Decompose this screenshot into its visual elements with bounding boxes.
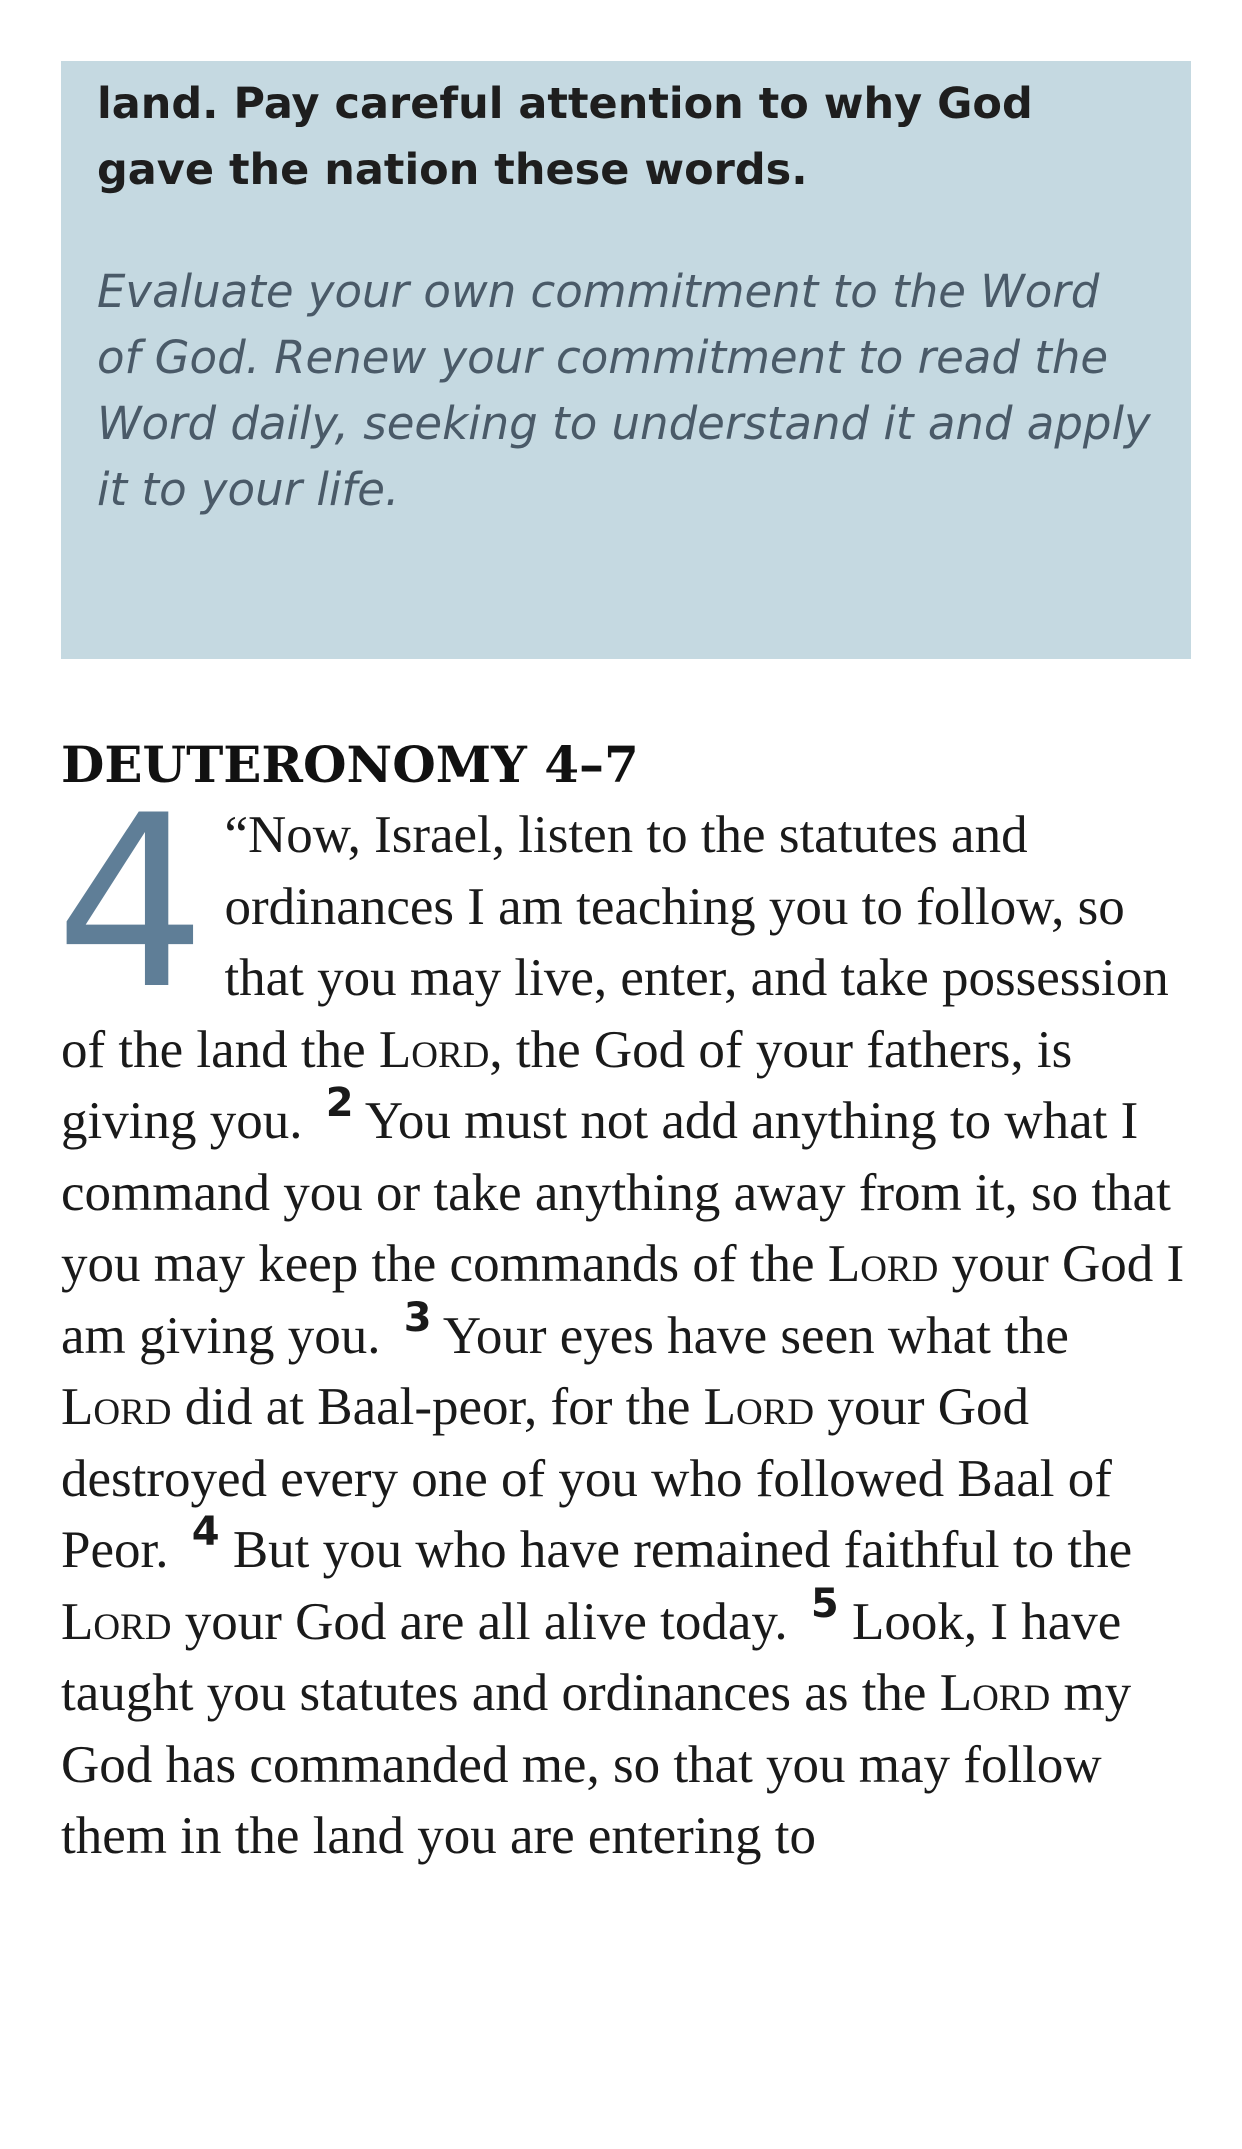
verse-1-text: “Now, Israel, listen to the statutes and ordinances I am teaching you to follow, so that you may live, enter, and take possession of the land the bbox=[61, 806, 1169, 1079]
lord-small-caps: Lord bbox=[61, 1592, 172, 1651]
verse-2-text-end: your God I am giving you. bbox=[61, 1235, 1185, 1365]
callout-reflection-text: Evaluate your own commitment to the Word of God. Renew your commitment to read the Word daily, seeking to understand it and apply it to your life. bbox=[97, 265, 1151, 516]
verse-5-text-end: my God has commanded me, so that you may follow them in the land you are entering to bbox=[61, 1664, 1132, 1865]
verse-4-text-end: your God are all alive today. bbox=[171, 1592, 788, 1651]
lord-small-caps: Lord bbox=[939, 1664, 1051, 1722]
verse-2-text: You must not add anything to what I command you or take anything away from it, so that you may keep the commands of the bbox=[61, 1092, 1171, 1293]
verse-3-text-mid: did at Baal-peor, for the bbox=[171, 1378, 704, 1436]
verse-5-text: Look, I have taught you statutes and ordinances as the bbox=[61, 1592, 1122, 1722]
verse-3-text-end: your God destroyed every one of you who followed Baal of Peor. bbox=[61, 1378, 1112, 1579]
scripture-reading bbox=[55, 730, 1191, 1873]
reading-heading: DEUTERONOMY 4–7 bbox=[61, 735, 639, 794]
verse-number-5: 5 bbox=[810, 1580, 839, 1627]
lord-small-caps: Lord bbox=[378, 1020, 490, 1079]
chapter-drop-cap: 4 bbox=[55, 765, 207, 1042]
verse-number-3: 3 bbox=[403, 1294, 432, 1341]
callout-instruction-text: land. Pay careful attention to why God gave the nation these words. bbox=[97, 79, 1033, 195]
verse-1-text-end: , the God of your fathers, is giving you. bbox=[61, 1020, 1073, 1150]
verse-number-2: 2 bbox=[325, 1080, 354, 1126]
lord-small-caps: Lord bbox=[827, 1235, 939, 1293]
verse-number-4: 4 bbox=[191, 1509, 220, 1555]
study-callout-box bbox=[61, 61, 1191, 659]
lord-small-caps: Lord bbox=[61, 1378, 172, 1436]
lord-small-caps: Lord bbox=[703, 1378, 815, 1436]
chapter-text[interactable] bbox=[55, 765, 1191, 1873]
verse-3-text: Your eyes have seen what the bbox=[442, 1306, 1069, 1365]
verse-4-text: But you who have remained faithful to the bbox=[232, 1521, 1133, 1579]
